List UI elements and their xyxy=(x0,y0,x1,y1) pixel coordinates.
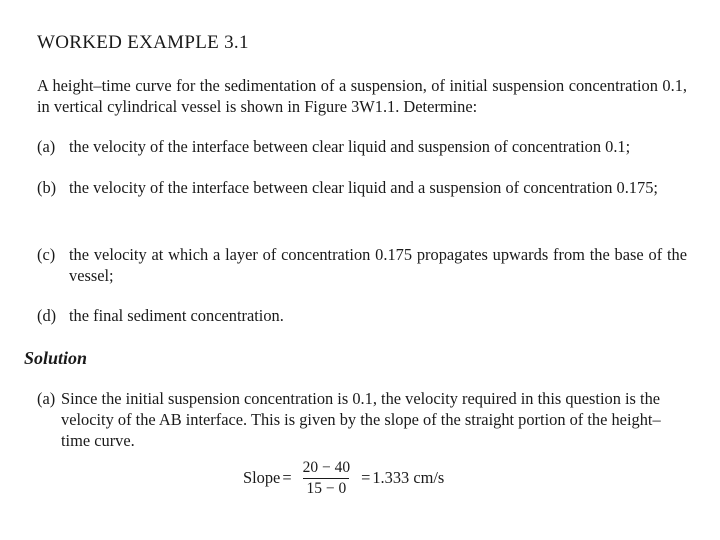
solution-label: (a) xyxy=(37,389,56,408)
equals-sign: = xyxy=(361,468,371,487)
fraction-numerator: 20 − 40 xyxy=(302,458,351,476)
question-item-b xyxy=(37,177,687,198)
fraction-denominator: 15 − 0 xyxy=(303,478,349,498)
item-label: (b) xyxy=(37,178,57,197)
question-item-d xyxy=(37,305,687,326)
item-label: (c) xyxy=(37,245,56,264)
equation-result: 1.333 cm/s xyxy=(372,468,445,487)
equals-sign: = xyxy=(282,468,292,487)
item-text: the final sediment concentration. xyxy=(69,306,284,325)
item-text: the velocity of the interface between clear liquid and a suspension of concentration 0.175; xyxy=(69,178,658,197)
solution-heading: Solution xyxy=(24,348,88,368)
item-label: (d) xyxy=(37,306,57,325)
example-heading: WORKED EXAMPLE 3.1 xyxy=(37,32,249,53)
fraction xyxy=(300,459,354,498)
item-text: the velocity of the interface between clear liquid and suspension of concentration 0.1; xyxy=(69,137,631,156)
solution-part-a xyxy=(37,388,687,451)
question-item-c xyxy=(37,244,687,286)
question-item-a xyxy=(37,136,687,157)
item-text: the velocity at which a layer of concentration 0.175 propagates upwards from the base of the vessel; xyxy=(69,245,687,285)
equation-lhs: Slope xyxy=(243,468,281,487)
slope-equation xyxy=(243,456,444,500)
item-label: (a) xyxy=(37,137,56,156)
problem-intro: A height–time curve for the sedimentation of a suspension, of initial suspension concentration 0.1, in vertical cylindrical vessel is shown in Figure 3W1.1. Determine: xyxy=(37,76,687,116)
solution-text: Since the initial suspension concentration is 0.1, the velocity required in this question is the velocity of the AB interface. This is given by the slope of the straight portion of the height–time curve. xyxy=(61,389,661,450)
